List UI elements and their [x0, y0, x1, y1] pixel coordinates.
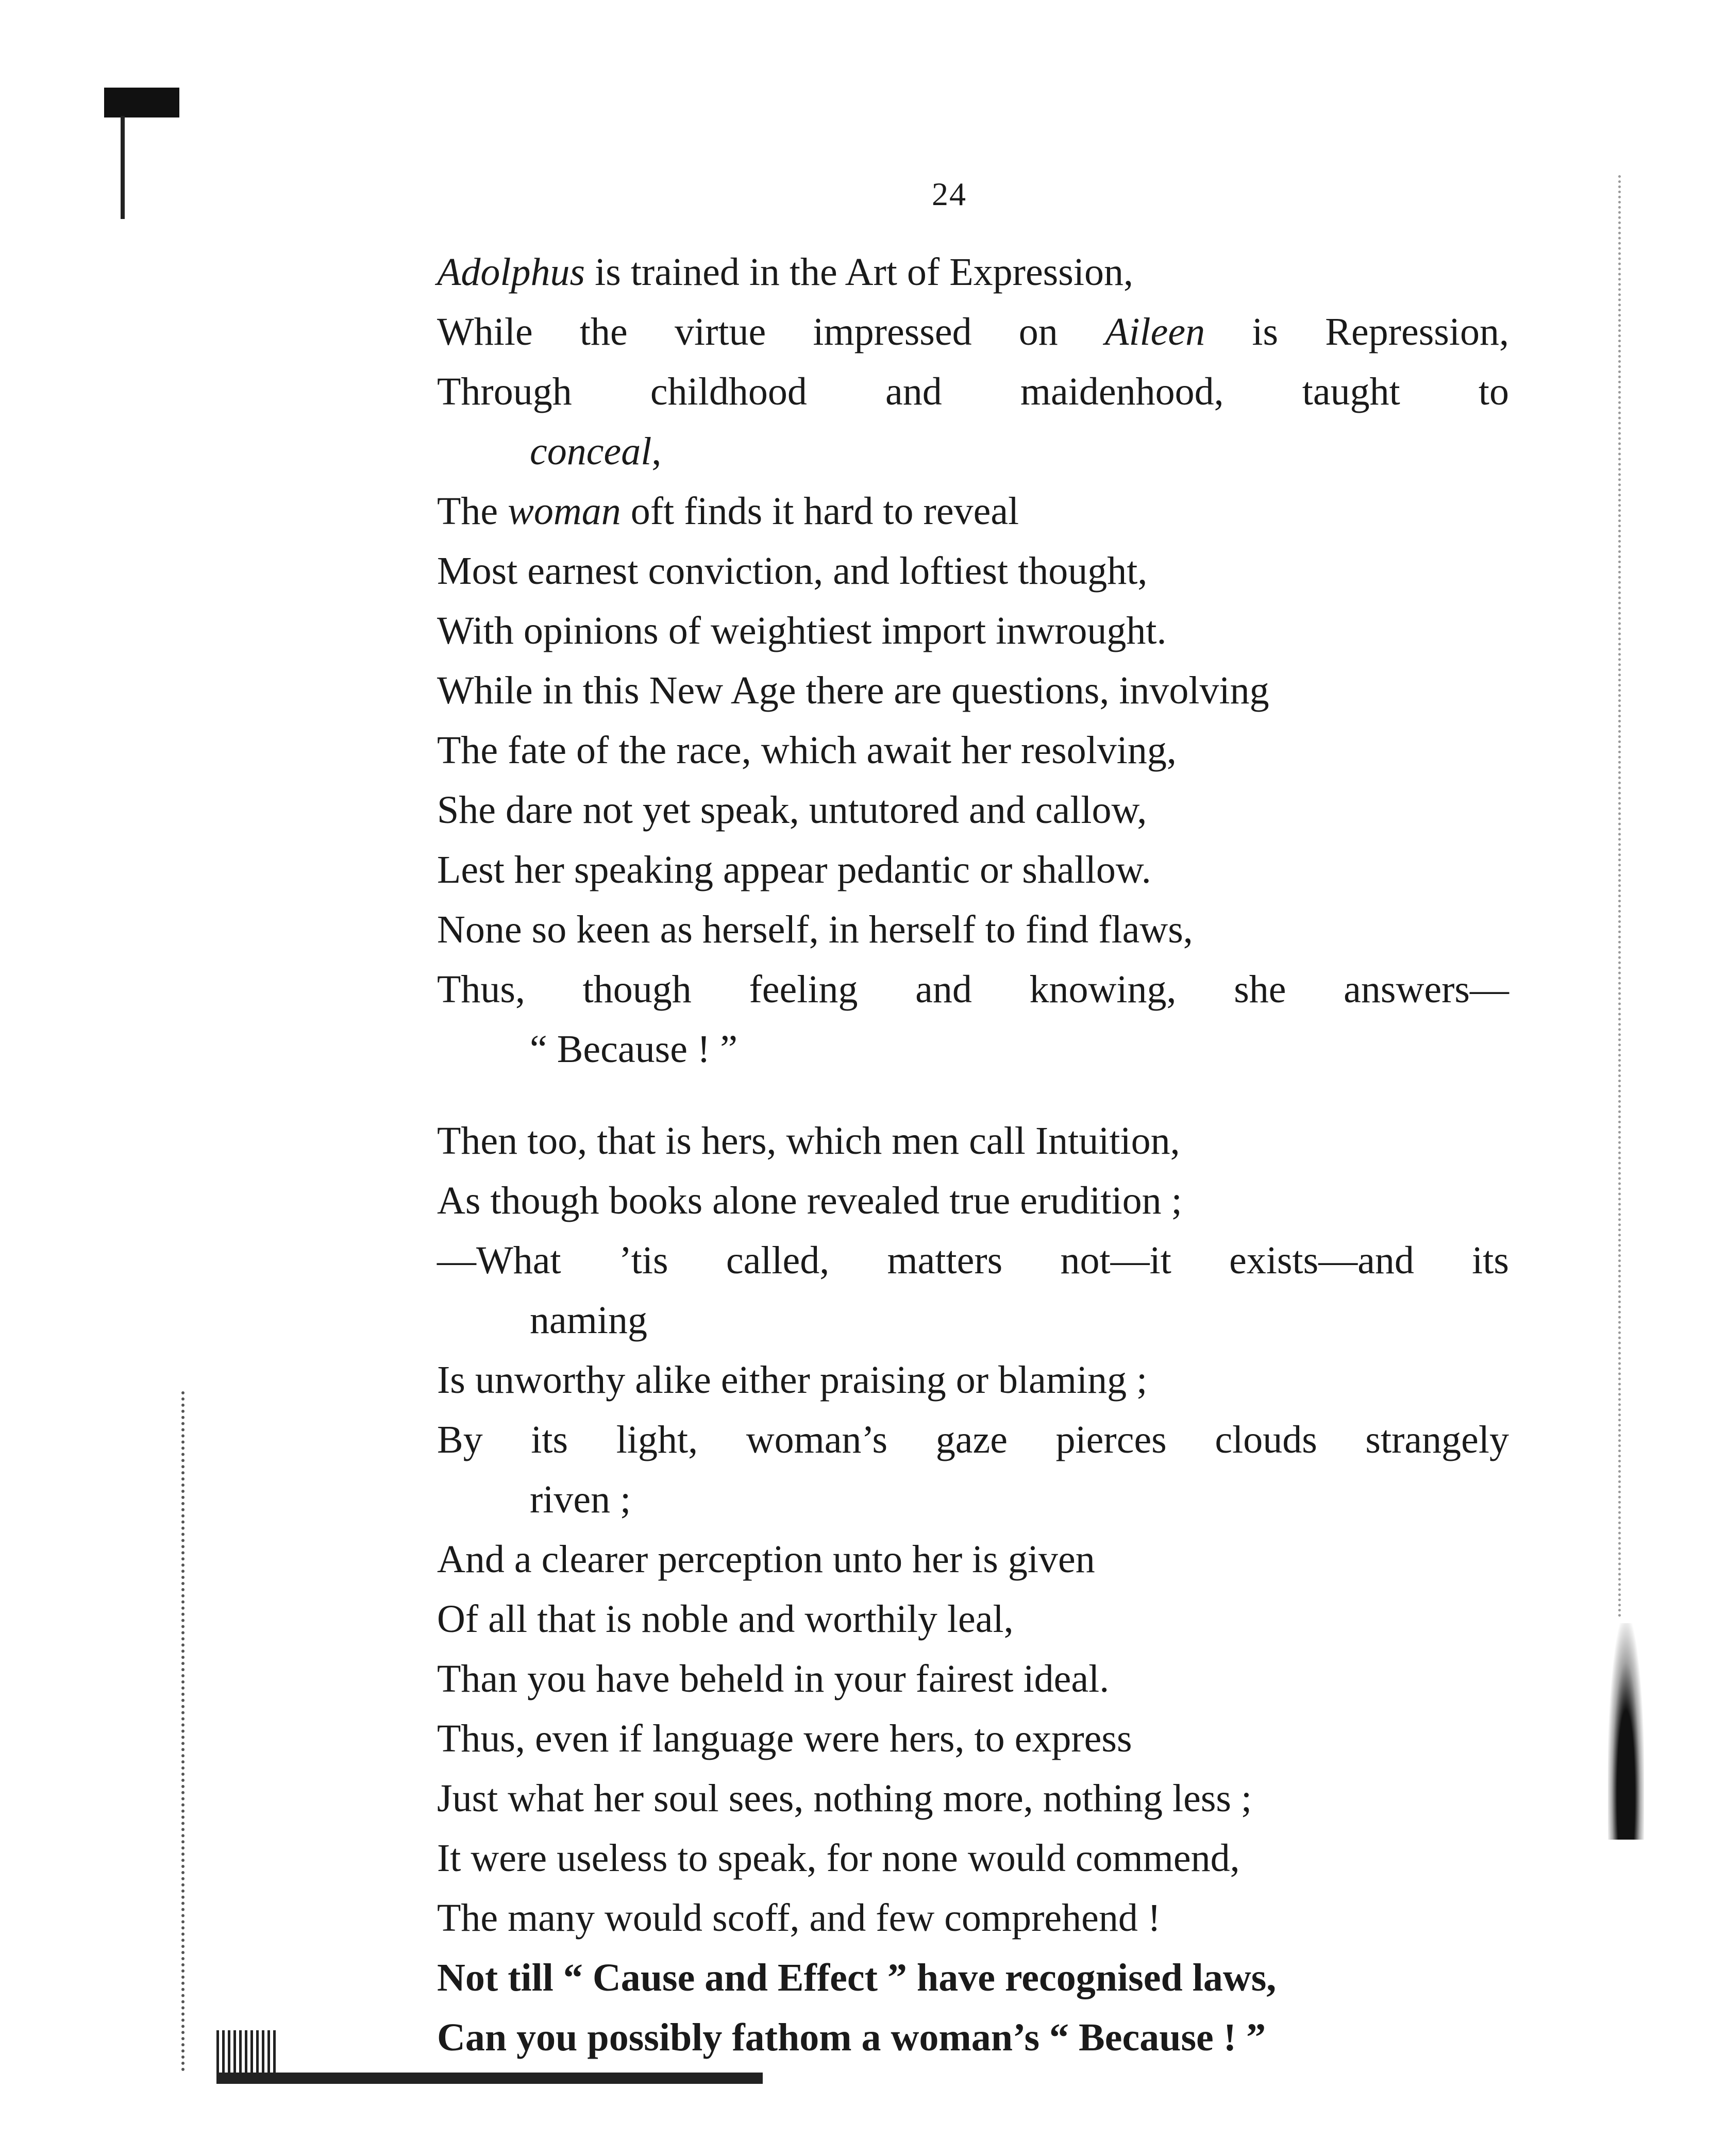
- poem-line: Is unworthy alike either praising or blaming ;: [437, 1358, 1148, 1402]
- poem-line: Through childhood and maidenhood, taught to: [437, 370, 1509, 413]
- poem-line: Than you have beheld in your fairest ideal.: [437, 1657, 1110, 1700]
- scan-right-edge-smudge: [1608, 1623, 1644, 1840]
- scan-corner-stem: [121, 116, 125, 219]
- poem-line: The fate of the race, which await her resolving,: [437, 729, 1177, 772]
- poem-line: She dare not yet speak, untutored and callow,: [437, 788, 1147, 832]
- scan-right-edge-dots: [1618, 175, 1624, 1618]
- poem-line: While the virtue impressed on Aileen is Repression,: [437, 310, 1509, 353]
- poem-line: While in this New Age there are questions, involving: [437, 669, 1269, 712]
- poem-line: Not till “ Cause and Effect ” have recognised laws,: [437, 1956, 1277, 1999]
- poem-line: Just what her soul sees, nothing more, nothing less ;: [437, 1777, 1252, 1820]
- stanza-break: [437, 1079, 1509, 1111]
- page-number: 24: [932, 176, 967, 212]
- scan-bottom-marks: [216, 2030, 278, 2077]
- poem-line: —What ’tis called, matters not—it exists—and its: [437, 1239, 1509, 1282]
- poem-line: Thus, though feeling and knowing, she answers—: [437, 968, 1509, 1011]
- poem-line: conceal,: [530, 430, 662, 473]
- poem-line: riven ;: [530, 1478, 631, 1521]
- poem-line: “ Because ! ”: [530, 1028, 737, 1071]
- poem-line: Of all that is noble and worthily leal,: [437, 1597, 1014, 1641]
- poem-line: It were useless to speak, for none would commend,: [437, 1837, 1240, 1880]
- poem-line: Most earnest conviction, and loftiest thought,: [437, 549, 1148, 593]
- poem-line: Can you possibly fathom a woman’s “ Because ! ”: [437, 2016, 1266, 2059]
- poem-line: naming: [530, 1299, 647, 1342]
- scan-left-edge-dots: [181, 1391, 188, 2071]
- poem-line: And a clearer perception unto her is given: [437, 1538, 1095, 1581]
- poem-line: Lest her speaking appear pedantic or shallow.: [437, 848, 1151, 891]
- poem-line: None so keen as herself, in herself to find flaws,: [437, 908, 1193, 951]
- poem-line: With opinions of weightiest import inwrought.: [437, 609, 1167, 652]
- poem-line: As though books alone revealed true erudition ;: [437, 1179, 1182, 1222]
- poem-body: [437, 242, 1509, 2067]
- scan-corner-mark: [104, 88, 179, 117]
- poem-line: The many would scoff, and few comprehend !: [437, 1896, 1161, 1940]
- poem-line: Adolphus is trained in the Art of Expression,: [437, 250, 1133, 294]
- poem-line: The woman oft finds it hard to reveal: [437, 490, 1019, 533]
- poem-line: Thus, even if language were hers, to express: [437, 1717, 1132, 1760]
- scan-bottom-rule: [216, 2073, 763, 2084]
- poem-line: Then too, that is hers, which men call Intuition,: [437, 1119, 1180, 1163]
- poem-line: By its light, woman’s gaze pierces clouds strangely: [437, 1418, 1509, 1461]
